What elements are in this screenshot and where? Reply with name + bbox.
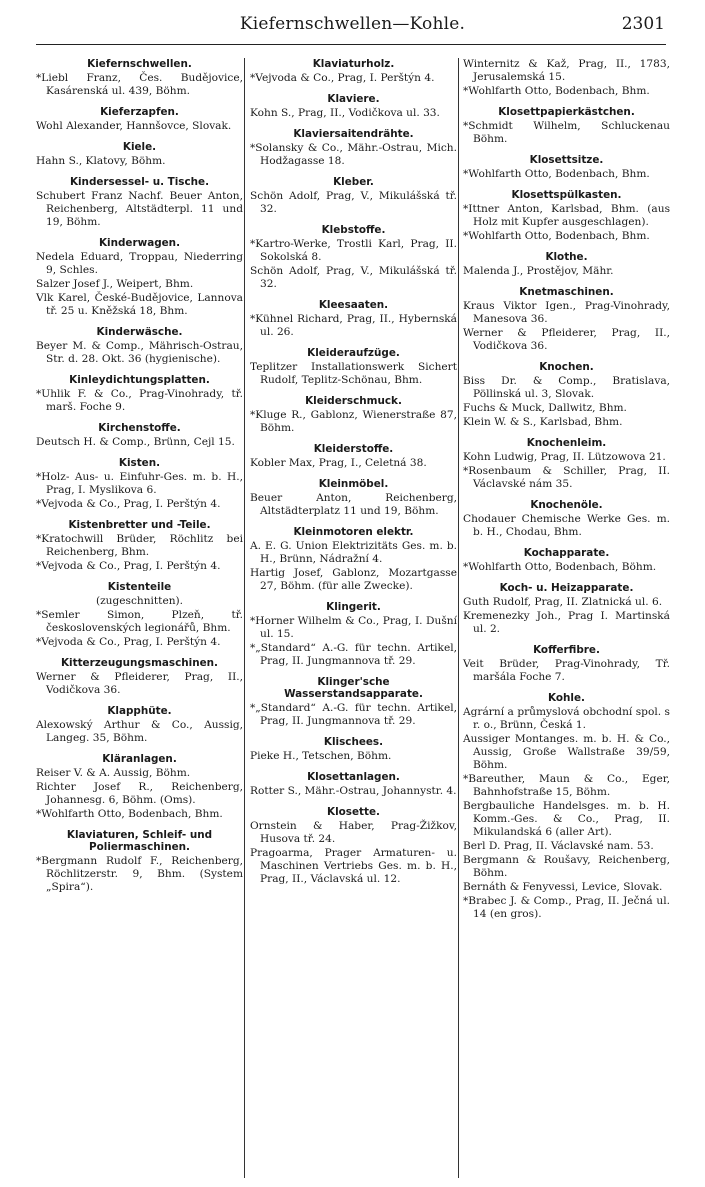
directory-entry: Schön Adolf, Prag, V., Mikulášská tř. 32.: [250, 190, 457, 215]
category-section: [463, 582, 670, 636]
directory-entry: Biss Dr. & Comp., Bratislava, Pöllinská ul. 3, Slovak.: [463, 375, 670, 400]
directory-entry: *Rosenbaum & Schiller, Prag, II. Václavské nám 35.: [463, 465, 670, 490]
category-heading: Kleber.: [333, 176, 374, 188]
running-title: Kiefernschwellen—Kohle.: [239, 14, 466, 34]
category-section: [36, 326, 243, 366]
directory-entry: Beyer M. & Comp., Mährisch-Ostrau, Str. d. 28. Okt. 36 (hygienische).: [36, 340, 243, 365]
directory-column-2: [250, 58, 457, 887]
category-section: [36, 457, 243, 511]
category-heading: Kindersessel- u. Tische.: [69, 176, 210, 188]
directory-column-1: [36, 58, 243, 895]
directory-entry: *Wohlfarth Otto, Bodenbach, Bhm.: [463, 85, 650, 97]
page-header: [0, 0, 705, 50]
category-section: [250, 299, 457, 339]
directory-column-3: [463, 58, 670, 922]
directory-entry: *Uhlik F. & Co., Prag-Vinohrady, tř. marš. Foche 9.: [36, 388, 243, 413]
category-heading: Knochen.: [539, 361, 594, 373]
category-heading: Kinderwagen.: [98, 237, 181, 249]
directory-entry: Agrární a průmyslová obchodní spol. s r. o., Brünn, Česká 1.: [463, 706, 670, 731]
directory-entry: Klein W. & S., Karlsbad, Bhm.: [463, 416, 623, 428]
category-section: [36, 705, 243, 745]
directory-entry: Bernáth & Fenyvessi, Levice, Slovak.: [463, 881, 663, 893]
category-section: [463, 58, 670, 98]
page-number: 2301: [621, 14, 665, 34]
directory-entry: *Liebl Franz, Čes. Budějovice, Kasárenská ul. 439, Böhm.: [36, 72, 243, 97]
directory-entry: Werner & Pfleiderer, Prag, II., Vodičkova 36.: [36, 671, 243, 696]
directory-entry: *„Standard“ A.-G. für techn. Artikel, Prag, II. Jungmannova tř. 29.: [250, 642, 457, 667]
directory-entry: Wohl Alexander, Hannšovce, Slovak.: [36, 120, 232, 132]
category-section: [463, 499, 670, 539]
category-section: [250, 395, 457, 435]
header-rule: [36, 44, 666, 45]
directory-entry: Werner & Pfleiderer, Prag, II., Vodičkova 36.: [463, 327, 670, 352]
directory-entry: *Bareuther, Maun & Co., Eger, Bahnhofstraße 15, Böhm.: [463, 773, 670, 798]
category-section: [36, 106, 243, 133]
category-heading: Kiefernschwellen.: [87, 58, 192, 70]
directory-entry: *Kratochwill Brüder, Röchlitz bei Reichenberg, Bhm.: [36, 533, 243, 558]
category-heading: Kistenbretter und -Teile.: [68, 519, 211, 531]
category-section: [463, 251, 670, 278]
category-heading: Kleiderstoffe.: [313, 443, 394, 455]
directory-entry: Salzer Josef J., Weipert, Bhm.: [36, 278, 194, 290]
directory-entry: Winternitz & Kaž, Prag, II., 1783, Jerusalemská 15.: [463, 58, 670, 83]
directory-entry: *Vejvoda & Co., Prag, I. Perštýn 4.: [36, 636, 221, 648]
category-section: [463, 106, 670, 146]
category-section: [463, 692, 670, 921]
category-heading: Klaviere.: [327, 93, 380, 105]
category-section: [250, 443, 457, 470]
category-section: [250, 176, 457, 216]
directory-entry: Bergbauliche Handelsges. m. b. H. Komm.-Ges. & Co., Prag, II. Mikulandská 6 (aller Art).: [463, 800, 670, 838]
directory-entry: Hartig Josef, Gablonz, Mozartgasse 27, Böhm. (für alle Zwecke).: [250, 567, 457, 592]
category-heading: Klebstoffe.: [321, 224, 386, 236]
directory-entry: *Wohlfarth Otto, Bodenbach, Bhm.: [36, 808, 223, 820]
category-heading: Kleinmöbel.: [318, 478, 389, 490]
directory-entry: Bergmann & Roušavy, Reichenberg, Böhm.: [463, 854, 670, 879]
directory-entry: Pieke H., Tetschen, Böhm.: [250, 750, 392, 762]
directory-entry: *Ittner Anton, Karlsbad, Bhm. (aus Holz mit Kupfer ausgeschlagen).: [463, 203, 670, 228]
directory-entry: *Semler Simon, Plzeň, tř. československých legionářů, Bhm.: [36, 609, 243, 634]
category-heading: Kinleydichtungsplatten.: [69, 374, 210, 386]
directory-entry: *Kluge R., Gablonz, Wienerstraße 87, Böhm.: [250, 409, 457, 434]
category-section: [463, 644, 670, 684]
directory-entry: Alexowský Arthur & Co., Aussig, Langeg. 35, Böhm.: [36, 719, 243, 744]
category-section: [463, 189, 670, 243]
directory-entry: Kobler Max, Prag, I., Celetná 38.: [250, 457, 427, 469]
category-section: [36, 58, 243, 98]
category-heading: Kleinmotoren elektr.: [293, 526, 414, 538]
directory-entry: *Wohlfarth Otto, Bodenbach, Bhm.: [463, 168, 650, 180]
category-section: [463, 437, 670, 491]
category-section: [250, 347, 457, 387]
category-section: [463, 361, 670, 429]
category-section: [36, 519, 243, 573]
directory-entry: Malenda J., Prostějov, Mähr.: [463, 265, 614, 277]
directory-entry: *Vejvoda & Co., Prag, I. Perštýn 4.: [250, 72, 435, 84]
directory-entry: Hahn S., Klatovy, Böhm.: [36, 155, 166, 167]
directory-entry: Kohn Ludwig, Prag, II. Lützowova 21.: [463, 451, 666, 463]
category-heading: Klosettspülkasten.: [511, 189, 622, 201]
directory-entry: Rotter S., Mähr.-Ostrau, Johannystr. 4.: [250, 785, 457, 797]
category-heading: Kiele.: [122, 141, 157, 153]
directory-entry: *Solansky & Co., Mähr.-Ostrau, Mich. Hodžagasse 18.: [250, 142, 457, 167]
category-section: [463, 286, 670, 353]
category-section: [250, 806, 457, 886]
category-heading: Klosette.: [327, 806, 380, 818]
category-section: [36, 141, 243, 168]
directory-entry: *Schmidt Wilhelm, Schluckenau Böhm.: [463, 120, 670, 145]
directory-entry: Teplitzer Installationswerk Sichert Rudolf, Teplitz-Schönau, Bhm.: [250, 361, 457, 386]
category-heading: Kieferzapfen.: [100, 106, 179, 118]
directory-entry: *„Standard“ A.-G. für techn. Artikel, Prag, II. Jungmannova tř. 29.: [250, 702, 457, 727]
category-heading: Kleiderschmuck.: [305, 395, 402, 407]
category-heading: Kinderwäsche.: [96, 326, 183, 338]
directory-entry: Kohn S., Prag, II., Vodičkova ul. 33.: [250, 107, 440, 119]
directory-entry: Fuchs & Muck, Dallwitz, Bhm.: [463, 402, 627, 414]
directory-entry: *Vejvoda & Co., Prag, I. Perštýn 4.: [36, 498, 221, 510]
category-heading: Knochenöle.: [530, 499, 603, 511]
directory-entry: Pragoarma, Prager Armaturen- u. Maschinen Vertriebs Ges. m. b. H., Prag, II., Václavská ul. 12.: [250, 847, 457, 885]
category-heading: Klothe.: [545, 251, 588, 263]
category-heading: Knochenleim.: [526, 437, 607, 449]
column-divider: [458, 58, 459, 1178]
category-section: [250, 601, 457, 668]
directory-entry: *Vejvoda & Co., Prag, I. Perštýn 4.: [36, 560, 221, 572]
directory-entry: Deutsch H. & Comp., Brünn, Cejl 15.: [36, 436, 235, 448]
category-heading: Kläranlagen.: [102, 753, 177, 765]
category-heading: Koch- u. Heizapparate.: [499, 582, 634, 594]
category-heading: Klosettsitze.: [529, 154, 604, 166]
category-section: [36, 657, 243, 697]
category-section: [36, 422, 243, 449]
category-heading: Klosettpapierkästchen.: [498, 106, 635, 118]
category-heading: Kisten.: [118, 457, 161, 469]
directory-entry: Beuer Anton, Reichenberg, Altstädterplatz 11 und 19, Böhm.: [250, 492, 457, 517]
category-heading: Klaviersaitendrähte.: [293, 128, 414, 140]
directory-entry: *Kartro-Werke, Trostli Karl, Prag, II. Sokolská 8.: [250, 238, 457, 263]
category-section: [250, 478, 457, 518]
directory-entry: *Bergmann Rudolf F., Reichenberg, Röchlitzerstr. 9, Bhm. (System „Spira“).: [36, 855, 243, 893]
category-section: [463, 154, 670, 181]
category-section: [250, 676, 457, 728]
category-section: [250, 128, 457, 168]
directory-entry: Vlk Karel, České-Budějovice, Lannova tř. 25 u. Kněžská 18, Bhm.: [36, 292, 243, 317]
category-section: [463, 547, 670, 574]
category-heading: Klischees.: [323, 736, 384, 748]
category-section: [250, 736, 457, 763]
directory-entry: Schubert Franz Nachf. Beuer Anton, Reichenberg, Altstädterpl. 11 und 19, Böhm.: [36, 190, 243, 228]
category-section: [250, 771, 457, 798]
directory-entry: Guth Rudolf, Prag, II. Zlatnická ul. 6.: [463, 596, 663, 608]
category-heading: Kistenteile: [107, 581, 172, 593]
directory-entry: *Holz- Aus- u. Einfuhr-Ges. m. b. H., Prag, I. Myslikova 6.: [36, 471, 243, 496]
category-heading: Kochapparate.: [523, 547, 610, 559]
category-section: [250, 224, 457, 291]
category-heading: Kitterzeugungsmaschinen.: [61, 657, 218, 669]
directory-entry: Berl D. Prag, II. Václavské nam. 53.: [463, 840, 654, 852]
directory-entry: Ornstein & Haber, Prag-Žižkov, Husova tř. 24.: [250, 820, 457, 845]
category-heading: Kleesaaten.: [318, 299, 389, 311]
category-heading: Kofferfibre.: [533, 644, 600, 656]
category-heading: Kohle.: [548, 692, 585, 704]
directory-entry: Kraus Viktor Igen., Prag-Vinohrady, Manesova 36.: [463, 300, 670, 325]
category-section: [36, 176, 243, 229]
category-heading: Klingerit.: [326, 601, 381, 613]
directory-entry: A. E. G. Union Elektrizitäts Ges. m. b. H., Brünn, Nádražní 4.: [250, 540, 457, 565]
directory-entry: Chodauer Chemische Werke Ges. m. b. H., Chodau, Bhm.: [463, 513, 670, 538]
category-heading: Kleideraufzüge.: [307, 347, 400, 359]
directory-entry: Reiser V. & A. Aussig, Böhm.: [36, 767, 191, 779]
directory-entry: *Wohlfarth Otto, Bodenbach, Böhm.: [463, 561, 657, 573]
directory-entry: *Kühnel Richard, Prag, II., Hybernská ul. 26.: [250, 313, 457, 338]
category-section: [36, 829, 243, 894]
category-subheading: (zugeschnitten).: [95, 595, 184, 607]
category-section: [36, 237, 243, 318]
directory-entry: Kremenezky Joh., Prag I. Martinská ul. 2.: [463, 610, 670, 635]
directory-entry: Richter Josef R., Reichenberg, Johannesg. 6, Böhm. (Oms).: [36, 781, 243, 806]
category-heading: Klinger'sche Wasserstandsapparate.: [284, 676, 423, 700]
column-divider: [244, 58, 245, 1178]
directory-entry: *Brabec J. & Comp., Prag, II. Ječná ul. 14 (en gros).: [463, 895, 670, 920]
category-heading: Klaviaturen, Schleif- und Poliermaschinen.: [66, 829, 213, 853]
category-section: [36, 753, 243, 821]
directory-entry: *Wohlfarth Otto, Bodenbach, Bhm.: [463, 230, 650, 242]
directory-entry: Veit Brüder, Prag-Vinohrady, Tř. maršála Foche 7.: [463, 658, 670, 683]
directory-entry: Nedela Eduard, Troppau, Niederring 9, Schles.: [36, 251, 243, 276]
category-heading: Klapphüte.: [107, 705, 172, 717]
directory-entry: Aussiger Montanges. m. b. H. & Co., Aussig, Große Wallstraße 39/59, Böhm.: [463, 733, 670, 771]
category-section: [250, 93, 457, 120]
category-section: [250, 58, 457, 85]
category-heading: Knetmaschinen.: [519, 286, 614, 298]
directory-entry: Schön Adolf, Prag, V., Mikulášská tř. 32.: [250, 265, 457, 290]
category-section: [36, 581, 243, 649]
directory-entry: *Horner Wilhelm & Co., Prag, I. Dušní ul. 15.: [250, 615, 457, 640]
category-section: [36, 374, 243, 414]
category-heading: Klosettanlagen.: [307, 771, 400, 783]
category-heading: Klaviaturholz.: [312, 58, 395, 70]
category-section: [250, 526, 457, 593]
category-heading: Kirchenstoffe.: [98, 422, 181, 434]
